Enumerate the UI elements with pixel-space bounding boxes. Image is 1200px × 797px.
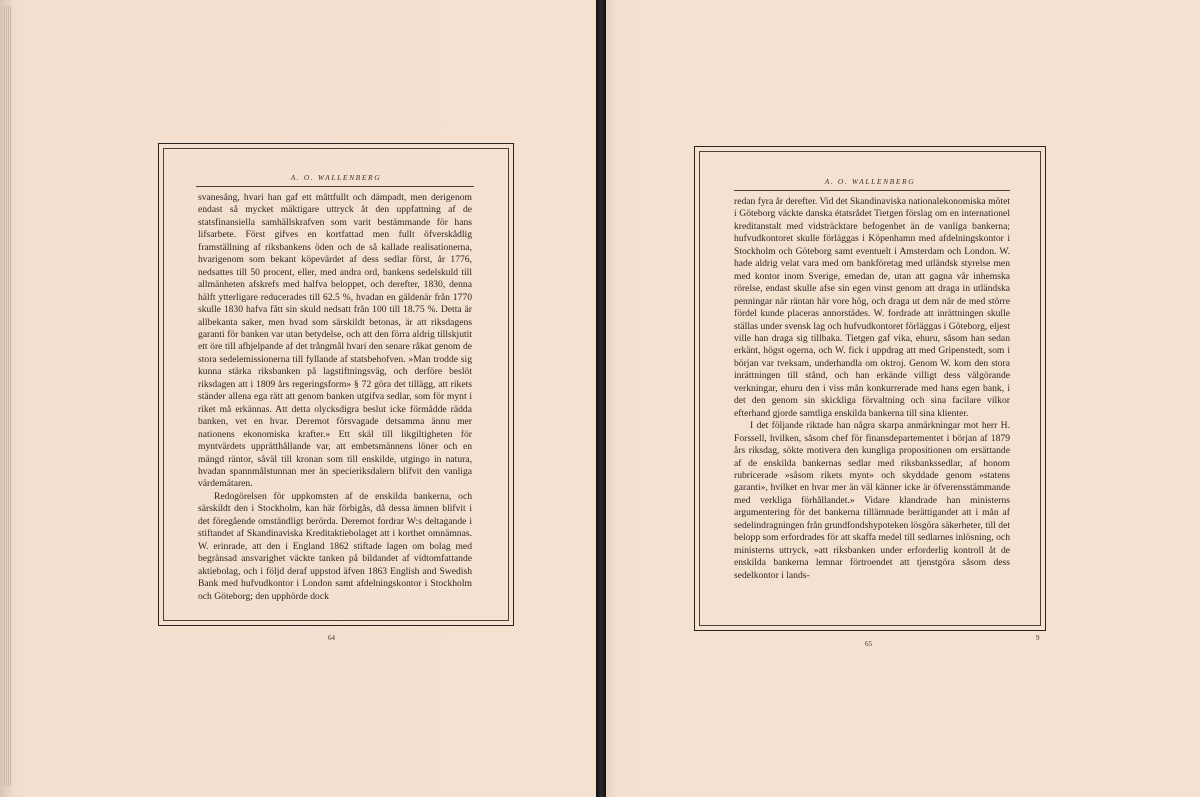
book-spine (596, 0, 606, 797)
right-running-head: A. O. WALLENBERG (824, 177, 916, 186)
right-paragraph-2: I det följande riktade han några skarpa anmärkningar mot herr H. Forssell, hvilken, såsom chef för finansdepartementet i början af 1879 års riksdag, sökte motivera den kungliga propositionen om ersättande af de enskilda bankernas sedlar med riksbankssedlar, af honom rubricerade »såsom rikets mynt» och skyddade genom »statens garanti», hvilket en hvar mer än väl känner icke är öfverensstämmande med verkliga förhållandet.» Vidare klandrade han ministerns argumentering för det bankerna tillämnade berättigandet att i mån af sedelindragningen från grundfondshypoteken lösgöra säkerheter, till det belopp som erfordrades för att skaffa medel till sedlarnes inlösning, och ministerns uttryck, »att riksbanken under erforderlig kontroll åt de enskilda bankerna lemnar förtroendet att tjenstgöra såsom dess sedelkontor i lands- (734, 420, 1010, 581)
right-paragraph-1: redan fyra år derefter. Vid det Skandinaviska nationalekonomiska mötet i Göteborg väckte danska étatsrådet Tietgen förslag om en internationel kreditanstalt med vidsträcktare befogenhet än de vanliga bankerna; hufvudkontoret skulle förläggas i Köpenhamn med afdelningskontor i Stockholm och Göteborg samt eventuelt i Amsterdam och London. W. hade aldrig velat vara med om bankföretag med utländsk styrelse men med kontor inom Sverige, emedan de, utan att gagna vår inhemska rörelse, endast skulle afse sin egen vinst genom att draga in utländska penningar när räntan här vore hög, och draga ut dem när de med större fördel kunde placeras annorstädes. W. fordrade att inrättningen skulle ställas under svensk lag och hufvudkontoret förläggas i Göteborg, eljest ville han draga sig tillbaka. Tietgen gaf vika, ehuru, såsom han sedan erkänt, högst ogerna, och W. fick i uppdrag att med Gripenstedt, som i början var tveksam, underhandla om oktroj. Genom W. kom den stora inrättningen till stånd, och han erkände villigt dess välgörande verkningar, ehuru den i viss mån konkurrerade med hans egen bank, i det den genom sin skickliga förvaltning och sina facilare vilkor efterhand gjorde samtliga enskilda bankerna till sina klienter. (734, 196, 1010, 419)
left-folio: 64 (328, 634, 335, 642)
left-paragraph-2: Redogörelsen för uppkomsten af de enskilda bankerna, och särskildt den i Stockholm, kan här förbigås, då dessa ämnen blifvit i det föregående omständligt berörda. Deremot fordrar W:s deltagande i stiftandet af Skandinaviska Kreditaktiebolaget att i korthet omnämnas. W. erinrade, att den i England 1862 stiftade lagen om bolag med begränsad ansvarighet väckte tanken på bildandet af vidtomfattande aktiebolag, och i följd deraf uppstod äfven 1863 English and Swedish Bank med hufvudkontor i London samt afdelningskontor i Stockholm och Göteborg; den upphörde dock (198, 490, 472, 602)
left-body-text (198, 192, 472, 603)
left-paragraph-1: svanesång, hvari han gaf ett måttfullt och dämpadt, men derigenom endast så mycket mäktigare uttryck åt den uppfattning af de statsfinansiella samhällskrafven som varit bestämmande för hans lifsarbete. Först gifves en kortfattad men fullt öfverskådlig framställning af riksbankens öden och de så kallade realisationerna, hvarigenom som bekant köpevärdet af dess sedlar först, år 1776, nedsattes till 50 procent, eller, med andra ord, bankens sedelskuld till allmänheten afskrefs med halfva beloppet, och derefter, 1830, denna hälft ytterligare reducerades till 62.5 %, hvadan en gäldenär från 1770 skulle 1830 hafva fått sin skuld nedsatt från 100 till 18.75 %. Detta är allbekanta saker, men hvad som särskildt betonas, är att riksdagens garanti för banken var utan betydelse, och att den förra aldrig tillskjutit ett öre till afhjelpande af det trångmål hvari den senare råkat genom de stora sedelemissionerna till fyllande af statsbehofven. »Man trodde sig kunna stärka riksbanken på lagstiftningsväg, och derföre beslöt riksdagen att i 1809 års regeringsform» § 72 göra det tillägg, att rikets ständer allena ega rätt att genom banken utgifva sedlar, som för mynt i riket må erkännas. Att detta olycksdigra beslut icke förmådde rädda banken, vet en hvar. Deremot försvagade detsamma ännu mer nationens ekonomiska krafter.» Ett skäl till likgiltigheten för myntvärdets upprätthållande var, att embetsmännens löner och en mängd räntor, såväl till kronan som till enskilde, utgingo in natura, hvadan spannmålstunnan mer än specieriksdalern blifvit den vanliga värdemätaren. (198, 192, 472, 490)
left-head-rule (196, 186, 474, 187)
left-page (0, 0, 596, 797)
page-edges (4, 6, 12, 786)
right-folio: 65 (865, 640, 872, 648)
signature-mark: 9 (1036, 634, 1040, 642)
right-page (606, 0, 1200, 797)
right-head-rule (734, 190, 1010, 191)
left-running-head: A. O. WALLENBERG (290, 173, 382, 182)
right-body-text (734, 196, 1010, 582)
